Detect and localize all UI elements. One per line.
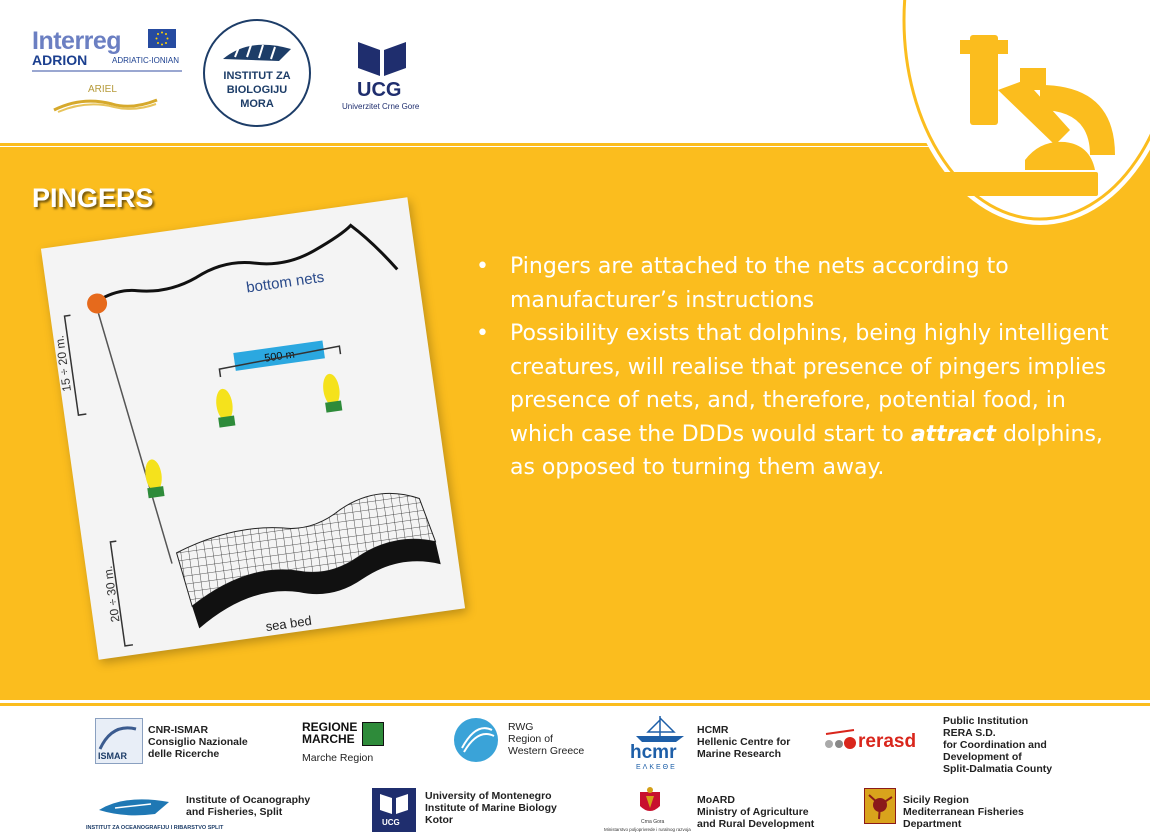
distance-label: 500 m [263,348,296,365]
rera-dots-icon [824,728,858,752]
institut-biologiju-mora-logo [203,19,311,127]
montenegro-crest-icon [636,786,664,818]
pinger-icon [214,388,235,428]
partner-line: for Coordination and [943,739,1047,751]
bullet-dot: • [476,254,489,279]
partner-line: Split-Dalmatia County [943,763,1053,775]
partner-moard-text [697,794,814,830]
ucg-subtitle: Univerzitet Crne Gore [342,102,420,111]
page-title: PINGERS [32,183,154,213]
ucg-book-icon [356,38,408,78]
pinger-icon [321,373,342,413]
emphasis-attract: attract [910,421,996,447]
bullet-item [476,250,1116,317]
upper-depth-label: 15 ÷ 20 m. [52,334,74,393]
partner-line: and Fisheries, Split [186,806,283,818]
partner-sicily-text [903,794,1024,830]
hcmr-greek-text: ΕΛΚΕΘΕ [636,764,677,771]
partner-line: and Rural Development [697,818,815,830]
partner-line: Sicily Region [903,794,969,806]
partner-ismar-text [148,724,248,760]
bullet-dot: • [476,321,489,346]
partner-line: MoARD [697,794,735,806]
bullet-item [476,317,1116,485]
bottom-accent-line [0,703,1150,706]
ariel-label: ARIEL [88,84,117,95]
partner-line: Marine Research [697,748,782,760]
partner-line: Kotor [425,814,453,826]
partner-line: CNR-ISMAR [148,724,209,736]
partner-line: Department [903,818,962,830]
sea-bed-label: sea bed [264,612,313,635]
marche-crest-icon [362,722,384,746]
interreg-logo-text: Interreg [32,27,122,55]
partner-iof-text [186,794,310,818]
bullet-text-2a: Possibility exists that dolphins, being highly intelligent creatures, will realise that presence of pingers implies presence of nets, and, therefore, potential food, in which case the DDDs would start to [510,321,1109,447]
bottom-nets-label: bottom nets [245,268,326,297]
adriatic-ionian-label: ADRIATIC-IONIAN [112,56,179,65]
partner-marche-text: Marche Region [302,752,374,764]
partner-line: Development of [943,751,1022,763]
partner-line: Region of [508,733,553,745]
bullet-list [476,250,1116,485]
partner-line: Western Greece [508,745,585,757]
regione-marche-logo: REGIONE MARCHE [302,720,358,746]
ismar-logo [95,718,143,764]
partner-line: Mediterranean Fisheries [903,806,1024,818]
partner-line: Public Institution [943,715,1029,727]
lower-depth-label: 20 ÷ 30 m. [100,564,123,623]
iof-logo-text: INSTITUT ZA OCEANOGRAFIJU I RIBARSTVO SPLIT [86,825,224,831]
partner-hcmr-text [697,724,790,760]
ucg-footer-logo [372,788,416,832]
sicily-crest-icon [864,788,896,824]
partner-rera-text [943,715,1052,775]
ibm-line-3: MORA [240,98,274,110]
eu-flag-icon [148,29,176,48]
pinger-diagram [41,197,465,659]
pinger-icon [143,458,164,498]
ucg-footer-logo-text: UCG [382,818,400,827]
ucg-logo-text: UCG [357,79,402,101]
moard-ministry-subtext: Ministarstvo poljoprivrede i ruralnog razvoja [604,827,691,832]
shell-icon [219,41,295,65]
ariel-wave-icon [52,96,160,114]
bullet-text-1: Pingers are attached to the nets according to manufacturer’s instructions [510,254,1009,313]
partner-line: delle Ricerche [148,748,220,760]
partner-line: Consiglio Nazionale [148,736,248,748]
hcmr-ship-icon [630,712,690,744]
programme-subline [32,70,182,72]
hcmr-logo-text: hcmr [630,742,677,763]
partner-line: RERA S.D. [943,727,996,739]
iof-fish-icon [95,788,175,822]
adrion-label: ADRION [32,52,88,68]
microscope-icon [890,0,1150,250]
partner-line: Institute of Ocanography [186,794,311,806]
partner-rwg-text [508,721,584,757]
ibm-line-2: BIOLOGIJU [226,84,288,96]
anchor-line [98,308,172,569]
bullet-text-2b: dolphins, as opposed to turning them away. [510,421,1103,480]
partner-line: Ministry of Agriculture [697,806,809,818]
partner-line: HCMR [697,724,729,736]
ibm-line-1: INSTITUT ZA [223,70,291,82]
partner-line: RWG [508,721,534,733]
partner-line: Hellenic Centre for [697,736,791,748]
partner-line: University of Montenegro [425,790,552,802]
rerasd-logo-text: rerasd [858,731,917,752]
crna-gora-text: Crna Gora [641,819,665,825]
partner-line: Institute of Marine Biology [425,802,557,814]
partner-ucg-text [425,790,557,826]
ismar-logo-text: ISMAR [98,751,127,761]
rwg-logo-icon [452,716,500,764]
